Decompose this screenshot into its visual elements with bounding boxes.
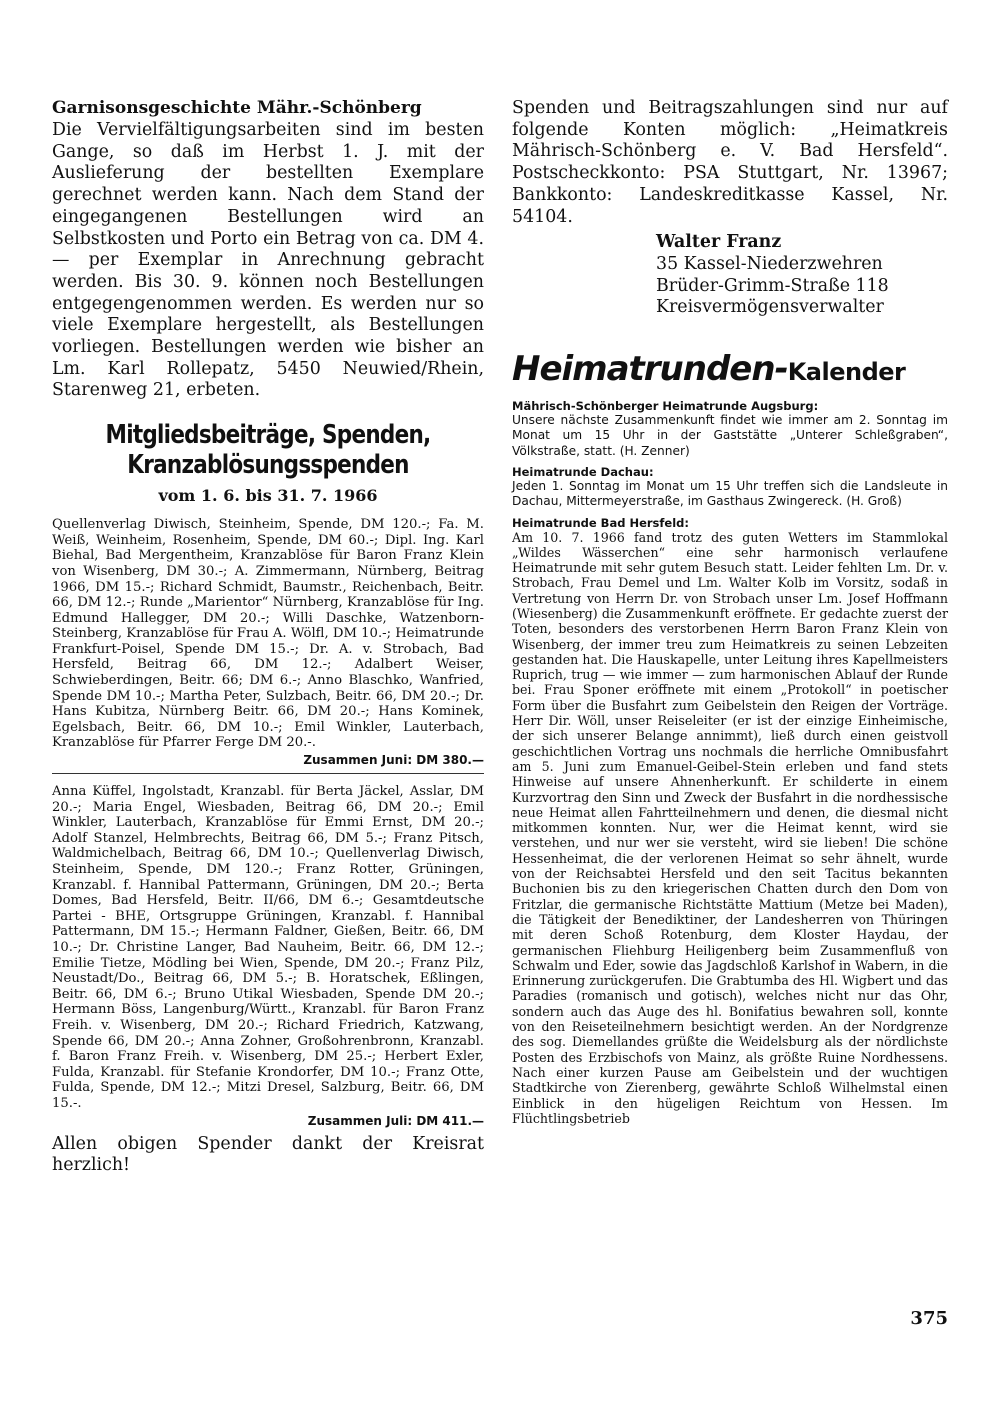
- spenden-title-line1: Mitgliedsbeiträge, Spenden,: [105, 420, 431, 451]
- signature-block: [656, 232, 948, 319]
- calendar-title-main: Heimatrunden-: [512, 349, 788, 390]
- left-column: [52, 98, 484, 1177]
- calendar-title: [512, 349, 948, 389]
- signature-street: Brüder-Grimm-Straße 118: [656, 275, 889, 296]
- july-total: Zusammen Juli: DM 411.—: [307, 1113, 484, 1128]
- hersfeld-text: Am 10. 7. 1966 fand trotz des guten Wetters im Stammlokal „Wildes Wässerchen“ eine sehr harmonisch verlaufene Heimatrunde mit sehr gutem Besuch statt. Leider fehlten Lm. Dr. v. Strobach, Frau Demel und Lm. Walter Kolb im Vorsitz, sodaß in Vertretung von Herrn Dr. von Strobach unser Lm. Josef Hoffmann (Wiesenberg) die Zusammenkunft eröffnete. Er gedachte zuerst der Toten, besonders des verstorbenen Herrn Baron Franz Klein von Wisenberg, der immer treu zum Heimatkreis zu seinen Lebzeiten gestanden hat. Die Hauskapelle, unter Leitung ihres Kapellmeisters Ruprich, trug — wie immer — zum harmonischen Ablauf der Runde bei. Frau Sponer eröffnete mit einem „Protokoll“ in poetischer Form über die Busfahrt zum Geibelstein den Reigen der Vorträge. Herr Dir. Wöll, unser Reiseleiter (er ist der einzige Einheimische, der sich unserer Belange annimmt), ließ durch einen geistvoll geschichtlichen Vortrag uns nochmals die herrliche Omnibusfahrt am 5. Juni zum Emanuel-Geibel-Stein erleben und fand stets Hinweise auf unsere Ahnenherkunft. Er schilderte in einem Kurzvortrag den Sinn und Zweck der Busfahrt in die nordhessische neue Heimat allen Fahrtteilnehmern und denen, die diesmal nicht mitkommen konnten. Nur, wer die Heimat kennt, wird sie verstehen, und nur wer sie versteht, wird sie lieben! Die schöne Hessenheimat, die der verlorenen Heimat so sehr ähnelt, wurde von der Reichsabtei Hersfeld und den seit Tacitus bekannten Buchonien bis zu den kriegerischen Chatten durch den Dom von Fritzlar, die germanische Richtstätte Mattium (Metze bei Maden), die Tätigkeit der Benediktiner, der Landesherren von Thüringen mit deren Schoß Rotenburg, dem Kloster Haydau, der germanischen Fliehburg Heiligenberg beim Zusammenfluß von Schwalm und Eder, sowie das Jagdschloß Karlshof in Wabern, in die Erinnerung zurückgerufen. Die Grabtumba des Hl. Wigbert und das Paradies (romanisch und gotisch), welches nicht nur das Ohr, sondern auch das Auge des hl. Bonifatius bewahren soll, konnte von den Reiseteilnehmern besichtigt werden. An der Nordgrenze des sog. Diemellandes grüßte die Weidelsburg als der nördlichste Posten des Erzbischofs von Mainz, als größte Ruine Nordhessens. Nach einer kurzen Pause am Geibelstein und der wuchtigen Stadtkirche von Zierenberg, gewährte Schloß Wilhelmstal einen Einblick in den hügeligen Reichtum von Hessen. Im Flüchtlingsbetrieb: [512, 529, 948, 1126]
- june-total: Zusammen Juni: DM 380.—: [303, 753, 484, 768]
- page-number: 375: [910, 1308, 948, 1329]
- thanks-text: Allen obigen Spender dankt der Kreisrat herzlich!: [52, 1133, 484, 1176]
- dachau-text: Jeden 1. Sonntag im Monat um 15 Uhr treffen sich die Landsleute in Dachau, Mittermeyerstraße, im Gasthaus Zwingereck. (H. Groß): [512, 478, 948, 509]
- right-column: [512, 98, 948, 1126]
- signature-name: Walter Franz: [656, 232, 782, 253]
- calendar-title-suffix: Kalender: [787, 358, 906, 387]
- augsburg-text: Unsere nächste Zusammenkunft findet wie immer am 2. Sonntag im Monat um 15 Uhr in der Gaststätte „Unterer Schleßgraben“, Völkstraße, statt. (H. Zenner): [512, 413, 948, 458]
- garnison-heading: Garnisonsgeschichte Mähr.-Schönberg: [52, 98, 422, 118]
- spenden-title-line2: Kranzablösungsspenden: [127, 450, 409, 481]
- section-divider: [52, 773, 484, 774]
- signature-address: 35 Kassel-Niederzwehren: [656, 253, 883, 274]
- augsburg-heading: Mährisch-Schönberger Heimatrunde Augsburg:: [512, 399, 819, 414]
- hersfeld-heading: Heimatrunde Bad Hersfeld:: [512, 515, 689, 530]
- june-donations-text: Quellenverlag Diwisch, Steinheim, Spende, DM 120.-; Fa. M. Weiß, Weinheim, Rosenheim, Spende, DM 60.-; Dipl. Ing. Karl Biehal, Bad Mergentheim, Kranzablöse für Baron Franz Klein von Wisenberg, DM 30.-; A. Zimmermann, Nürnberg, Beitrag 1966, DM 15.-; Richard Schmidt, Baumstr., Reichenbach, Beitr. 66, DM 12.-; Runde „Marientor“ Nürnberg, Kranzablöse für Ing. Edmund Hallegger, DM 20.-; Willi Daschke, Watzenborn-Steinberg, Kranzablöse für Frau A. Wölfl, DM 10.-; Heimatrunde Frankfurt-Poisel, Spende DM 15.-; Dr. A. v. Strobach, Bad Hersfeld, Beitrag 66, DM 12.-; Adalbert Weiser, Schwieberdingen, Beitr. 66; DM 6.-; Anno Blaschko, Wanfried, Spende DM 10.-; Martha Peter, Sulzbach, Beitr. 66, DM 20.-; Dr. Hans Kubitza, Nürnberg Beitr. 66, DM 20.-; Hans Kominek, Egelsbach, Beitr. 66, DM 10.-; Emil Winkler, Lauterbach, Kranzablöse für Pfarrer Ferge DM 20.-.: [52, 517, 484, 751]
- dachau-heading: Heimatrunde Dachau:: [512, 464, 654, 479]
- accounts-text: Spenden und Beitragszahlungen sind nur auf folgende Konten möglich: „Heimatkreis Mährisch-Schönberg e. V. Bad Hersfeld“. Postscheckkonto: PSA Stuttgart, Nr. 13967; Bankkonto: Landeskreditkasse Kassel, Nr. 54104.: [512, 98, 948, 227]
- july-donations-text: Anna Küffel, Ingolstadt, Kranzabl. für Berta Jäckel, Asslar, DM 20.-; Maria Engel, Wiesbaden, Beitrag 66, DM 20.-; Emil Winkler, Lauterbach, Kranzablöse für Emmi Ernst, DM 20.-; Adolf Stanzel, Helmbrechts, Beitrag 66, DM 5.-; Franz Pitsch, Waldmichelbach, Beitrag 66, DM 10.-; Quellenverlag Diwisch, Steinheim, Spende, DM 120.-; Franz Rotter, Grüningen, Kranzabl. f. Hannibal Pattermann, Grüningen, DM 20.-; Berta Domes, Bad Hersfeld, Beitr. II/66, DM 6.-; Gesamtdeutsche Partei - BHE, Ortsgruppe Grüningen, Kranzabl. f. Hannibal Pattermann, DM 15.-; Hermann Faldner, Gießen, Beitr. 66, DM 10.-; Dr. Christine Langer, Bad Nauheim, Beitr. 66, DM 12.-; Emilie Tietze, Mödling bei Wien, Spende, DM 20.-; Franz Pilz, Neustadt/Do., Beitrag 66, DM 5.-; B. Horatschek, Eßlingen, Beitr. 66, DM 6.-; Bruno Utikal Wiesbaden, Spende DM 20.-; Hermann Böss, Langenburg/Württ., Kranzabl. für Baron Franz Freih. v. Wisenberg, DM 20.-; Richard Friedrich, Katzwang, Spende 66, DM 20.-; Anna Zohner, Großohrenbronn, Kranzabl. f. Baron Franz Freih. v. Wisenberg, DM 25.-; Herbert Exler, Fulda, Kranzabl. für Stefanie Krondorfer, DM 10.-; Franz Otte, Fulda, Spende, DM 12.-; Mitzi Dresel, Salzburg, Beitr. 66, DM 15.-.: [52, 784, 484, 1111]
- spenden-subtitle: vom 1. 6. bis 31. 7. 1966: [158, 486, 378, 506]
- signature-role: Kreisvermögensverwalter: [656, 297, 884, 318]
- garnison-text: Die Vervielfältigungsarbeiten sind im besten Gange, so daß im Herbst 1. J. mit der Auslieferung der bestellten Exemplare gerechnet werden kann. Nach dem Stand der eingegangenen Bestellungen wird an Selbstkosten und Porto ein Betrag von ca. DM 4.— per Exemplar in Anrechnung gebracht werden. Bis 30. 9. können noch Bestellungen entgegengenommen werden. Es werden nur so viele Exemplare hergestellt, als Bestellungen vorliegen. Bestellungen werden wie bisher an Lm. Karl Rollepatz, 5450 Neuwied/Rhein, Starenweg 21, erbeten.: [52, 120, 484, 401]
